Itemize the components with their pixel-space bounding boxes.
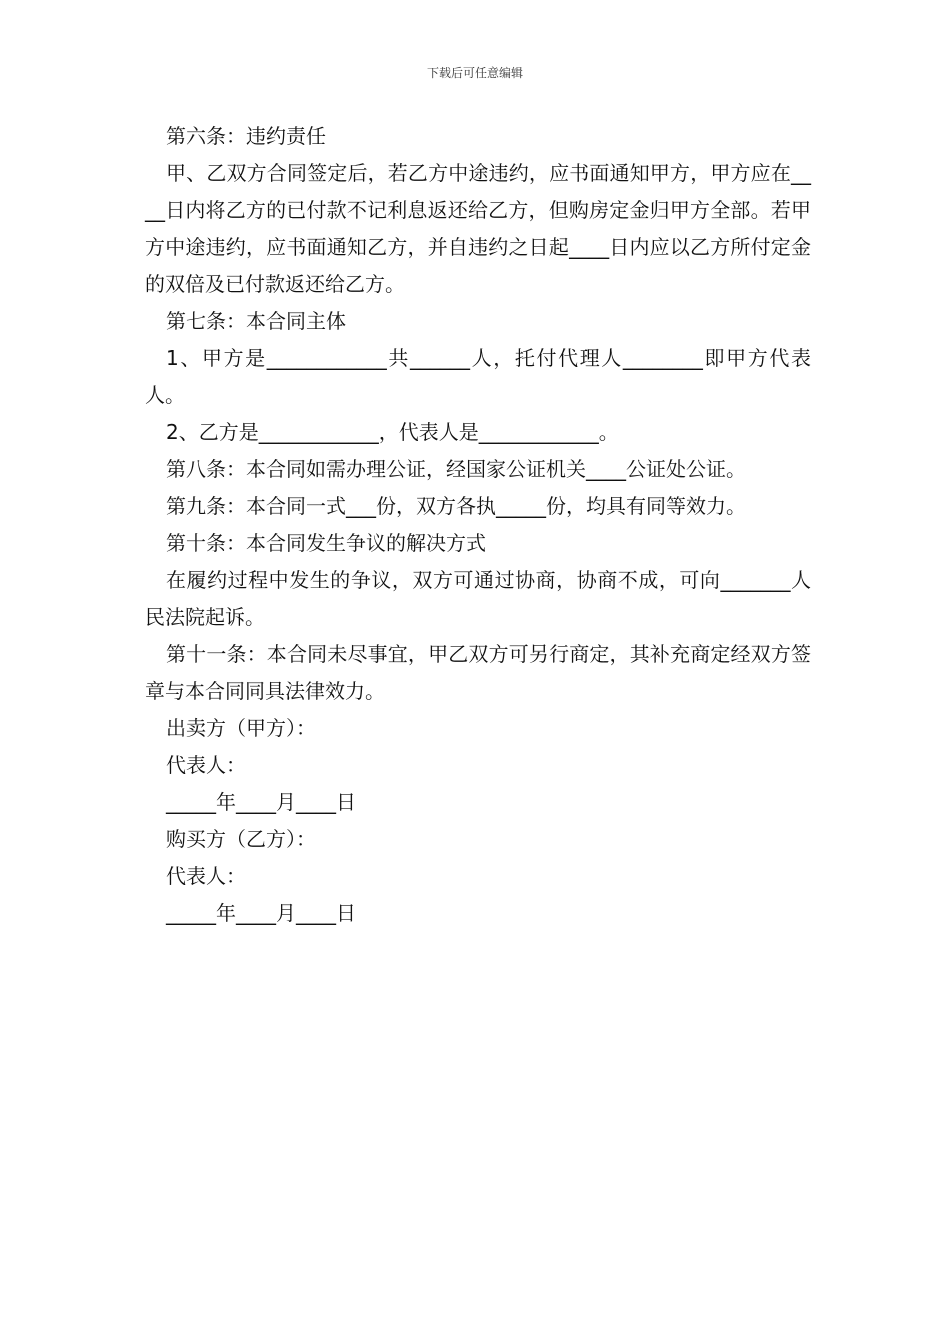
seller-representative: 代表人： (166, 753, 246, 777)
article-8-text: 第八条：本合同如需办理公证，经国家公证机关____公证处公证。 (166, 457, 746, 481)
article-7-heading: 第七条：本合同主体 (166, 309, 346, 333)
article-9-text: 第九条：本合同一式___份，双方各执_____份，均具有同等效力。 (166, 494, 746, 518)
seller-date-line: _____年____月____日 (166, 790, 356, 814)
article-7-party-b: 2、乙方是____________，代表人是____________。 (166, 420, 619, 444)
page-header: 下载后可任意编辑 (426, 66, 523, 80)
article-6-text: 甲、乙双方合同签定后，若乙方中途违约，应书面通知甲方，甲方应在____日内将乙方的已付款不记利息返还给乙方，但购房定金归甲方全部。若甲方中途违约，应书面通知乙方，并自违约之日起____日内应以乙方所付定金的双倍及已付款返还给乙方。 (145, 161, 811, 296)
seller-label: 出卖方（甲方）： (166, 716, 316, 740)
article-11-text: 第十一条：本合同未尽事宜，甲乙双方可另行商定，其补充商定经双方签章与本合同同具法律效力。 (145, 642, 811, 703)
buyer-label: 购买方（乙方）： (166, 827, 316, 851)
buyer-representative: 代表人： (166, 864, 246, 888)
article-6-heading: 第六条：违约责任 (166, 124, 326, 148)
article-10-text: 在履约过程中发生的争议，双方可通过协商，协商不成，可向_______人民法院起诉。 (145, 568, 811, 629)
article-10-heading: 第十条：本合同发生争议的解决方式 (166, 531, 486, 555)
buyer-date-line: _____年____月____日 (166, 901, 356, 925)
contract-body (145, 118, 811, 932)
article-7-party-a: 1、甲方是____________共______人，托付代理人________即甲方代表人。 (145, 346, 811, 407)
